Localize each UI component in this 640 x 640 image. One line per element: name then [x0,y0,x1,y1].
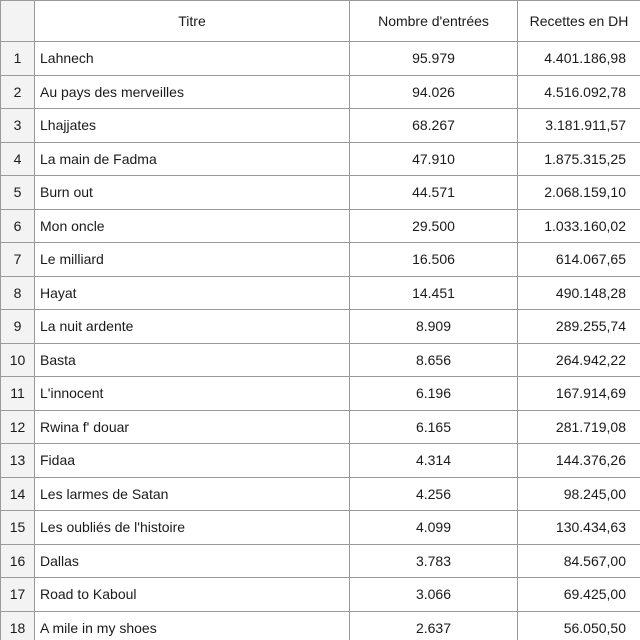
row-rank-cell[interactable]: 7 [1,243,35,277]
row-revenue-cell[interactable]: 84.567,00 [518,544,640,578]
row-rank-cell[interactable]: 13 [1,444,35,478]
row-rank-cell[interactable]: 4 [1,142,35,176]
row-revenue-cell[interactable]: 264.942,22 [518,343,640,377]
row-title-cell[interactable]: Au pays des merveilles [35,75,350,109]
table-row[interactable] [1,544,640,578]
row-rank-cell[interactable]: 5 [1,176,35,210]
row-title-cell[interactable]: La nuit ardente [35,310,350,344]
row-title-cell[interactable]: A mile in my shoes [35,611,350,640]
row-entries-cell[interactable]: 16.506 [350,243,518,277]
table-row[interactable] [1,477,640,511]
row-title-cell[interactable]: Les oubliés de l'histoire [35,511,350,545]
table-row[interactable] [1,142,640,176]
row-rank-cell[interactable]: 8 [1,276,35,310]
row-revenue-cell[interactable]: 1.875.315,25 [518,142,640,176]
row-entries-cell[interactable]: 4.314 [350,444,518,478]
row-rank-cell[interactable]: 14 [1,477,35,511]
row-revenue-cell[interactable]: 130.434,63 [518,511,640,545]
table-row[interactable] [1,243,640,277]
row-entries-cell[interactable]: 44.571 [350,176,518,210]
row-revenue-cell[interactable]: 281.719,08 [518,410,640,444]
table-row[interactable] [1,444,640,478]
row-title-cell[interactable]: Le milliard [35,243,350,277]
row-entries-cell[interactable]: 4.256 [350,477,518,511]
row-revenue-cell[interactable]: 3.181.911,57 [518,109,640,143]
row-entries-cell[interactable]: 94.026 [350,75,518,109]
row-rank-cell[interactable]: 6 [1,209,35,243]
row-title-cell[interactable]: Burn out [35,176,350,210]
header-title[interactable]: Titre [35,1,350,42]
row-entries-cell[interactable]: 6.165 [350,410,518,444]
table-row[interactable] [1,42,640,76]
row-entries-cell[interactable]: 3.783 [350,544,518,578]
row-title-cell[interactable]: L'innocent [35,377,350,411]
row-entries-cell[interactable]: 29.500 [350,209,518,243]
row-revenue-cell[interactable]: 167.914,69 [518,377,640,411]
row-title-cell[interactable]: Fidaa [35,444,350,478]
row-rank-cell[interactable]: 9 [1,310,35,344]
row-title-cell[interactable]: Lhajjates [35,109,350,143]
row-entries-cell[interactable]: 68.267 [350,109,518,143]
row-title-cell[interactable]: Basta [35,343,350,377]
row-revenue-cell[interactable]: 289.255,74 [518,310,640,344]
row-revenue-cell[interactable]: 1.033.160,02 [518,209,640,243]
row-title-cell[interactable]: Les larmes de Satan [35,477,350,511]
table-row[interactable] [1,276,640,310]
row-rank-cell[interactable]: 12 [1,410,35,444]
header-entries[interactable]: Nombre d'entrées [350,1,518,42]
table-row[interactable] [1,209,640,243]
table-row[interactable] [1,377,640,411]
row-rank-cell[interactable]: 15 [1,511,35,545]
row-entries-cell[interactable]: 6.196 [350,377,518,411]
row-rank-cell[interactable]: 10 [1,343,35,377]
row-revenue-cell[interactable]: 4.516.092,78 [518,75,640,109]
row-revenue-cell[interactable]: 2.068.159,10 [518,176,640,210]
table-row[interactable] [1,176,640,210]
table-row[interactable] [1,310,640,344]
row-title-cell[interactable]: Lahnech [35,42,350,76]
row-entries-cell[interactable]: 8.909 [350,310,518,344]
row-entries-cell[interactable]: 4.099 [350,511,518,545]
row-revenue-cell[interactable]: 4.401.186,98 [518,42,640,76]
row-rank-cell[interactable]: 16 [1,544,35,578]
row-title-cell[interactable]: Rwina f' douar [35,410,350,444]
row-rank-cell[interactable]: 18 [1,611,35,640]
row-title-cell[interactable]: Mon oncle [35,209,350,243]
table-row[interactable] [1,75,640,109]
table-row[interactable] [1,410,640,444]
row-entries-cell[interactable]: 2.637 [350,611,518,640]
row-entries-cell[interactable]: 8.656 [350,343,518,377]
row-title-cell[interactable]: Hayat [35,276,350,310]
row-rank-cell[interactable]: 11 [1,377,35,411]
row-title-cell[interactable]: Dallas [35,544,350,578]
row-revenue-cell[interactable]: 490.148,28 [518,276,640,310]
row-revenue-cell[interactable]: 56.050,50 [518,611,640,640]
table-row[interactable] [1,578,640,612]
row-entries-cell[interactable]: 3.066 [350,578,518,612]
row-rank-cell[interactable]: 2 [1,75,35,109]
table-row[interactable] [1,611,640,640]
row-entries-cell[interactable]: 14.451 [350,276,518,310]
table-row[interactable] [1,343,640,377]
row-entries-cell[interactable]: 95.979 [350,42,518,76]
row-title-cell[interactable]: Road to Kaboul [35,578,350,612]
row-rank-cell[interactable]: 1 [1,42,35,76]
row-entries-cell[interactable]: 47.910 [350,142,518,176]
row-rank-cell[interactable]: 17 [1,578,35,612]
row-revenue-cell[interactable]: 144.376,26 [518,444,640,478]
table-row[interactable] [1,109,640,143]
header-revenue[interactable]: Recettes en DH [518,1,640,42]
table-body [1,42,640,640]
row-revenue-cell[interactable]: 614.067,65 [518,243,640,277]
row-title-cell[interactable]: La main de Fadma [35,142,350,176]
row-revenue-cell[interactable]: 98.245,00 [518,477,640,511]
header-corner-cell [1,1,35,42]
row-revenue-cell[interactable]: 69.425,00 [518,578,640,612]
table-row[interactable] [1,511,640,545]
row-rank-cell[interactable]: 3 [1,109,35,143]
header-row [1,1,640,42]
